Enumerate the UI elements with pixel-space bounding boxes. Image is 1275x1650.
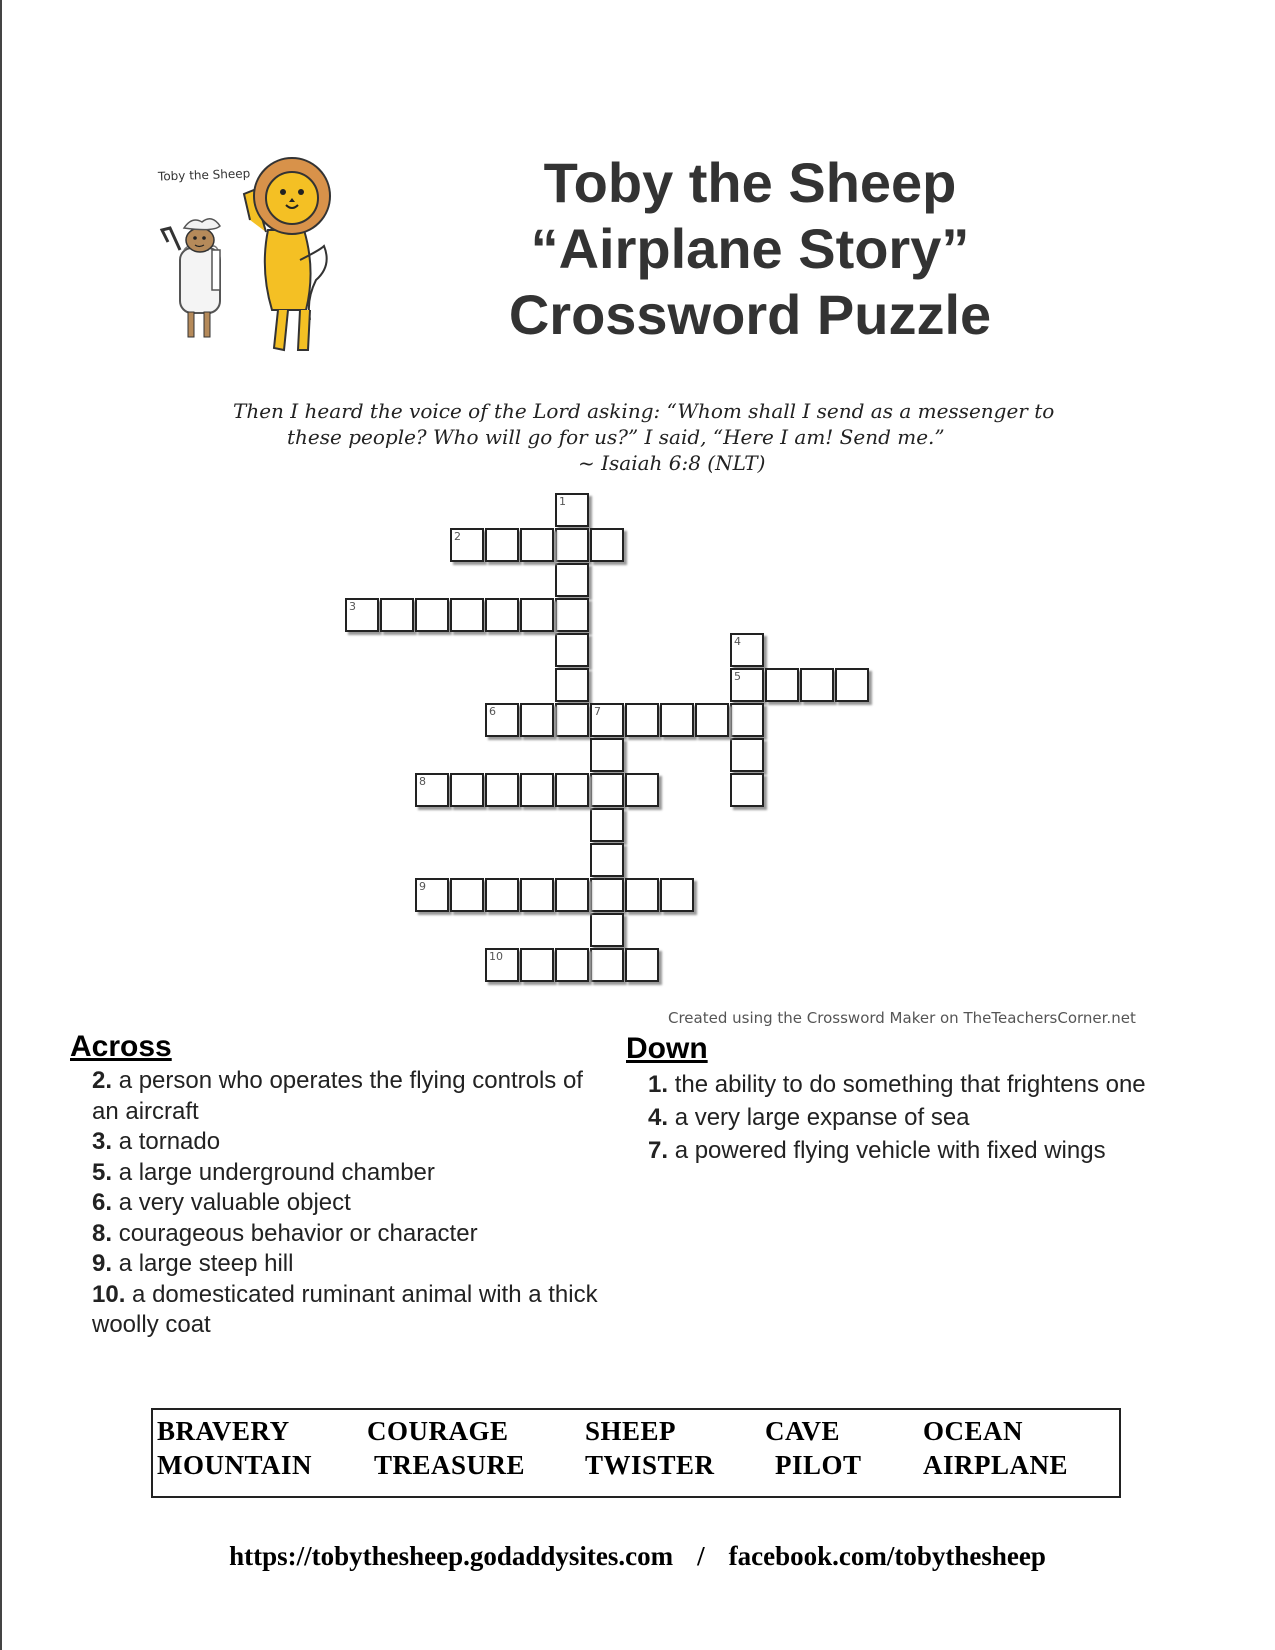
crossword-cell[interactable] [555,668,589,702]
footer-separator: / [697,1541,705,1571]
crossword-cell[interactable] [730,703,764,737]
word-bank-word: TREASURE [374,1450,526,1480]
crossword-cell[interactable] [380,598,414,632]
crossword-cell[interactable] [555,633,589,667]
across-clue [92,1188,612,1219]
crossword-cell[interactable] [625,703,659,737]
crossword-cell[interactable] [520,773,554,807]
crossword-cell[interactable] [450,528,484,562]
crossword-cell[interactable] [520,598,554,632]
crossword-cell[interactable] [730,773,764,807]
down-heading: Down [626,1032,708,1065]
crossword-cell[interactable] [555,528,589,562]
page-title [440,150,1060,348]
illustration-caption: Toby the Sheep [157,166,251,184]
sheep-figure [162,219,220,337]
crossword-cell[interactable] [590,948,624,982]
crossword-cell[interactable] [555,563,589,597]
crossword-cell[interactable] [835,668,869,702]
across-clue [92,1249,612,1280]
crossword-cell[interactable] [520,948,554,982]
across-clue [92,1127,612,1158]
crossword-cell[interactable] [520,878,554,912]
down-clue [648,1101,1188,1134]
bible-verse [200,398,1130,476]
word-bank-word: PILOT [775,1450,862,1480]
clue-text: a very valuable object [118,1189,351,1216]
crossword-cell[interactable] [450,598,484,632]
toby-and-lion-illustration [150,150,380,370]
word-bank-word: MOUNTAIN [157,1450,312,1480]
word-bank-word: OCEAN [923,1416,1024,1446]
clue-number: 7. [648,1137,669,1164]
clue-text: a very large expanse of sea [674,1104,970,1131]
crossword-cell[interactable] [485,528,519,562]
cell-number: 8 [419,775,426,788]
crossword-cell[interactable] [485,773,519,807]
cell-number: 4 [734,635,741,648]
crossword-cell[interactable] [660,878,694,912]
crossword-cell[interactable] [555,493,589,527]
crossword-cell[interactable] [660,703,694,737]
clue-text: a powered flying vehicle with fixed wings [674,1137,1106,1164]
word-bank-word: COURAGE [367,1416,509,1446]
crossword-cell[interactable] [590,703,624,737]
cell-number: 9 [419,880,426,893]
title-line-3: Crossword Puzzle [508,283,992,346]
crossword-cell[interactable] [590,843,624,877]
title-line-2: “Airplane Story” [530,217,970,280]
crossword-cell[interactable] [520,528,554,562]
crossword-cell[interactable] [625,878,659,912]
crossword-cell[interactable] [730,633,764,667]
clue-text: a large steep hill [118,1250,294,1277]
cell-number: 1 [559,495,566,508]
crossword-cell[interactable] [450,878,484,912]
across-heading: Across [70,1030,172,1063]
clue-text: courageous behavior or character [118,1219,478,1247]
crossword-cell[interactable] [730,668,764,702]
clue-text: a domesticated ruminant animal with a thick woolly coat [92,1280,598,1338]
clue-number: 4. [648,1104,669,1131]
crossword-cell[interactable] [590,738,624,772]
footer [0,1541,1275,1572]
crossword-cell[interactable] [555,598,589,632]
left-border [0,0,2,1650]
cell-number: 2 [454,530,461,543]
word-bank-word: BRAVERY [157,1416,290,1446]
word-bank-word: SHEEP [585,1416,677,1446]
cell-number: 10 [489,950,503,963]
crossword-cell[interactable] [590,913,624,947]
crossword-cell[interactable] [695,703,729,737]
crossword-cell[interactable] [625,948,659,982]
crossword-cell[interactable] [555,703,589,737]
facebook-link[interactable]: facebook.com/tobythesheep [728,1541,1046,1571]
credit-text: Created using the Crossword Maker on TheTeachersCorner.net [668,1009,1136,1027]
crossword-cell[interactable] [625,773,659,807]
clue-text: a tornado [118,1128,221,1155]
clue-number: 9. [92,1250,113,1277]
cell-number: 7 [594,705,601,718]
down-clue [648,1068,1188,1101]
crossword-cell[interactable] [800,668,834,702]
crossword-cell[interactable] [485,878,519,912]
crossword-cell[interactable] [485,703,519,737]
crossword-cell[interactable] [590,878,624,912]
crossword-cell[interactable] [590,528,624,562]
crossword-cell[interactable] [415,878,449,912]
website-link[interactable]: https://tobythesheep.godaddysites.com [229,1541,674,1571]
clue-number: 1. [648,1071,669,1098]
clue-number: 2. [92,1067,113,1094]
word-bank-word: TWISTER [585,1450,715,1480]
across-clue [92,1280,612,1341]
across-clue [92,1158,612,1189]
verse-line-1: Then I heard the voice of the Lord asking: “Whom shall I send as a messenger to [233,399,1055,423]
down-clue [648,1134,1188,1167]
crossword-cell[interactable] [590,773,624,807]
across-clue-list [92,1066,612,1341]
verse-line-2: these people? Who will go for us?” I said, “Here I am! Send me.” [287,425,945,449]
crossword-cell[interactable] [590,808,624,842]
down-clue-list [648,1068,1188,1167]
crossword-cell[interactable] [345,598,379,632]
crossword-cell[interactable] [555,773,589,807]
cell-number: 5 [734,670,741,683]
cell-number: 6 [489,705,496,718]
clue-number: 8. [92,1219,113,1247]
crossword-cell[interactable] [520,703,554,737]
clue-number: 6. [92,1189,113,1216]
crossword-cell[interactable] [450,773,484,807]
clue-number: 5. [92,1158,113,1186]
word-bank-word: AIRPLANE [923,1450,1069,1480]
crossword-cell[interactable] [555,878,589,912]
crossword-cell[interactable] [415,598,449,632]
clue-number: 10. [92,1280,126,1308]
word-bank [151,1408,1121,1498]
title-line-1: Toby the Sheep [543,151,957,214]
crossword-cell[interactable] [485,598,519,632]
clue-text: a large underground chamber [118,1158,435,1186]
crossword-cell[interactable] [730,738,764,772]
across-clue [92,1066,612,1127]
word-bank-word: CAVE [765,1416,841,1446]
across-clue [92,1219,612,1250]
lion-figure [244,158,330,350]
clue-number: 3. [92,1128,113,1155]
clue-text: the ability to do something that frightens one [674,1071,1146,1098]
crossword-cell[interactable] [485,948,519,982]
clue-text: a person who operates the flying controls of an aircraft [92,1067,583,1125]
crossword-cell[interactable] [555,948,589,982]
verse-reference: ~ Isaiah 6:8 (NLT) [578,451,766,475]
crossword-cell[interactable] [765,668,799,702]
cell-number: 3 [349,600,356,613]
crossword-cell[interactable] [415,773,449,807]
